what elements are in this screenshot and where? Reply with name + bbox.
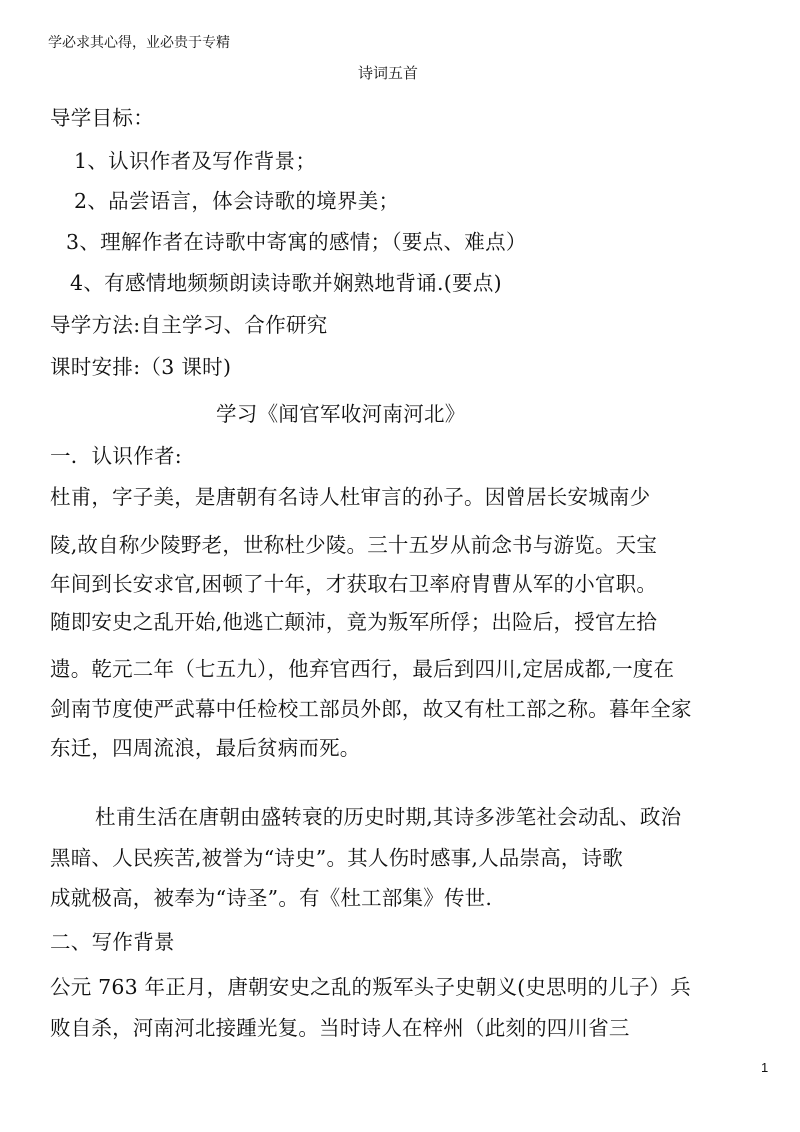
objective-item: 4、有感情地频频朗读诗歌并娴熟地背诵.(要点) xyxy=(70,271,502,295)
objective-item: 3、理解作者在诗歌中寄寓的感情；（要点、难点） xyxy=(66,230,527,254)
paragraph-line: 杜甫生活在唐朝由盛转衰的历史时期,其诗多涉笔社会动乱、政治 xyxy=(95,805,682,829)
paragraph-line: 杜甫，字子美，是唐朝有名诗人杜审言的孙子。因曾居长安城南少 xyxy=(50,485,651,509)
paragraph-line: 东迁，四周流浪，最后贫病而死。 xyxy=(50,736,361,760)
paragraph-line: 陵,故自称少陵野老，世称杜少陵。三十五岁从前念书与游览。天宝 xyxy=(50,533,658,557)
paragraph-line: 成就极高，被奉为“诗圣”。有《杜工部集》传世. xyxy=(50,886,493,910)
class-schedule: 课时安排:（3 课时) xyxy=(50,355,232,379)
paragraph-line: 遗。乾元二年（七五九），他弃官西行，最后到四川,定居成都,一度在 xyxy=(50,657,675,681)
paragraph-line: 年间到长安求官,困顿了十年，才获取右卫率府胄曹从军的小官职。 xyxy=(50,572,658,596)
paragraph-line: 败自杀，河南河北接踵光复。当时诗人在梓州（此刻的四川省三 xyxy=(50,1016,630,1040)
document-title: 诗词五首 xyxy=(358,64,419,82)
paragraph-line: 黑暗、人民疾苦,被誉为“诗史”。其人伤时感事,人品崇高，诗歌 xyxy=(50,846,623,870)
paragraph-line: 剑南节度使严武幕中任检校工部员外郎，故又有杜工部之称。暮年全家 xyxy=(50,697,692,721)
objective-item: 1、认识作者及写作背景； xyxy=(74,149,317,173)
page-header: 学必求其心得，业必贵于专精 xyxy=(48,35,230,51)
lesson-title: 学习《闻官军收河南河北》 xyxy=(216,402,466,426)
paragraph-line: 公元 763 年正月，唐朝安史之乱的叛军头子史朝义(史思明的儿子）兵 xyxy=(50,975,691,999)
objective-item: 2、品尝语言，体会诗歌的境界美； xyxy=(74,189,400,213)
page-number: 1 xyxy=(761,1060,769,1075)
paragraph-line: 随即安史之乱开始,他逃亡颠沛，竟为叛军所俘；出险后，授官左拾 xyxy=(50,610,658,634)
section-heading: 二、写作背景 xyxy=(50,930,175,954)
section-heading: 一．认识作者: xyxy=(50,444,183,468)
study-method: 导学方法:自主学习、合作研究 xyxy=(50,313,328,337)
objectives-heading: 导学目标： xyxy=(50,106,154,130)
